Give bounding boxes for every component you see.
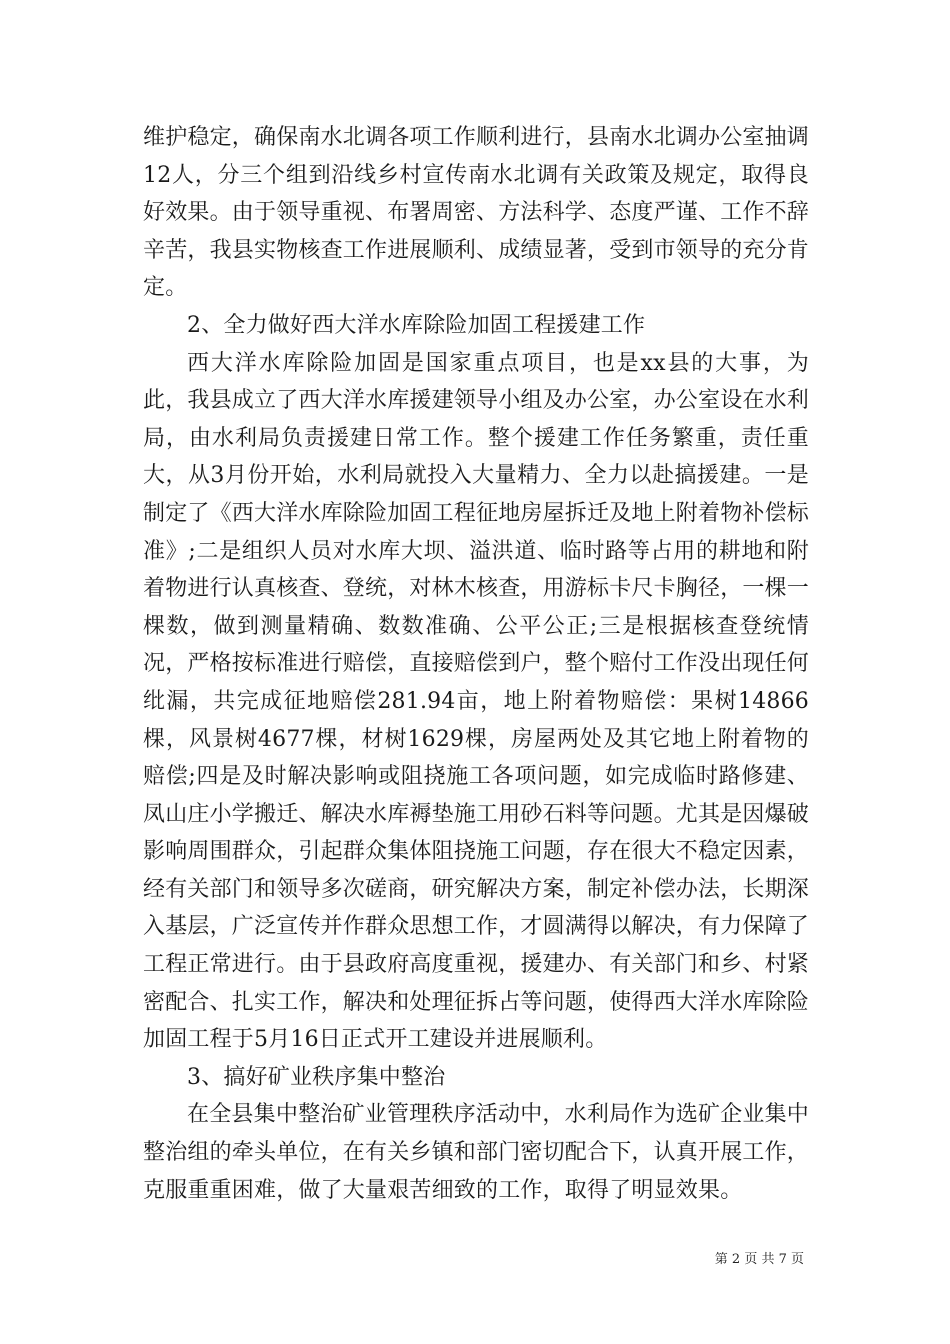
section-heading-2: 2、全力做好西大洋水库除险加固工程援建工作: [187, 312, 646, 338]
page-number-footer: 第 2 页 共 7 页: [714, 1252, 804, 1267]
paragraph-mining-rectification: 在全县集中整治矿业管理秩序活动中，水利局作为选矿企业集中整治组的牵头单位，在有关乡镇和部门密切配合下，认真开展工作，克服重重困难，做了大量艰苦细致的工作，取得了明显效果。: [143, 1102, 810, 1203]
section-heading-3: 3、搞好矿业秩序集中整治: [187, 1064, 446, 1090]
document-body: [143, 119, 809, 1209]
paragraph-reservoir-support: 西大洋水库除险加固是国家重点项目，也是xx县的大事，为此，我县成立了西大洋水库援建领导小组及办公室，办公室设在水利局，由水利局负责援建日常工作。整个援建工作任务繁重，责任重大，从3月份开始，水利局就投入大量精力、全力以赴搞援建。一是制定了《西大洋水库除险加固工程征地房屋拆迁及地上附着物补偿标准》;二是组织人员对水库大坝、溢洪道、临时路等占用的耕地和附着物进行认真核查、登统，对林木核查，用游标卡尺卡胸径，一棵一棵数，做到测量精确、数数准确、公平公正;三是根据核查登统情况，严格按标准进行赔偿，直接赔偿到户，整个赔付工作没出现任何纰漏，共完成征地赔偿281.94亩，地上附着物赔偿：果树14866棵，风景树4677棵，材树1629棵，房屋两处及其它地上附着物的赔偿;四是及时解决影响或阻挠施工各项问题，如完成临时路修建、凤山庄小学搬迁、解决水库褥垫施工用砂石料等问题。尤其是因爆破影响周围群众，引起群众集体阻挠施工问题，存在很大不稳定因素，经有关部门和领导多次磋商，研究解决方案，制定补偿办法，长期深入基层，广泛宣传并作群众思想工作，才圆满得以解决，有力保障了工程正常进行。由于县政府高度重视，援建办、有关部门和乡、村紧密配合、扎实工作，解决和处理征拆占等问题，使得西大洋水库除险加固工程于5月16日正式开工建设并进展顺利。: [143, 350, 810, 1053]
paragraph-continued: 维护稳定，确保南水北调各项工作顺利进行，县南水北调办公室抽调12人，分三个组到沿线乡村宣传南水北调有关政策及规定，取得良好效果。由于领导重视、布署周密、方法科学、态度严谨、工作不辞辛苦，我县实物核查工作进展顺利、成绩显著，受到市领导的充分肯定。: [143, 125, 810, 301]
